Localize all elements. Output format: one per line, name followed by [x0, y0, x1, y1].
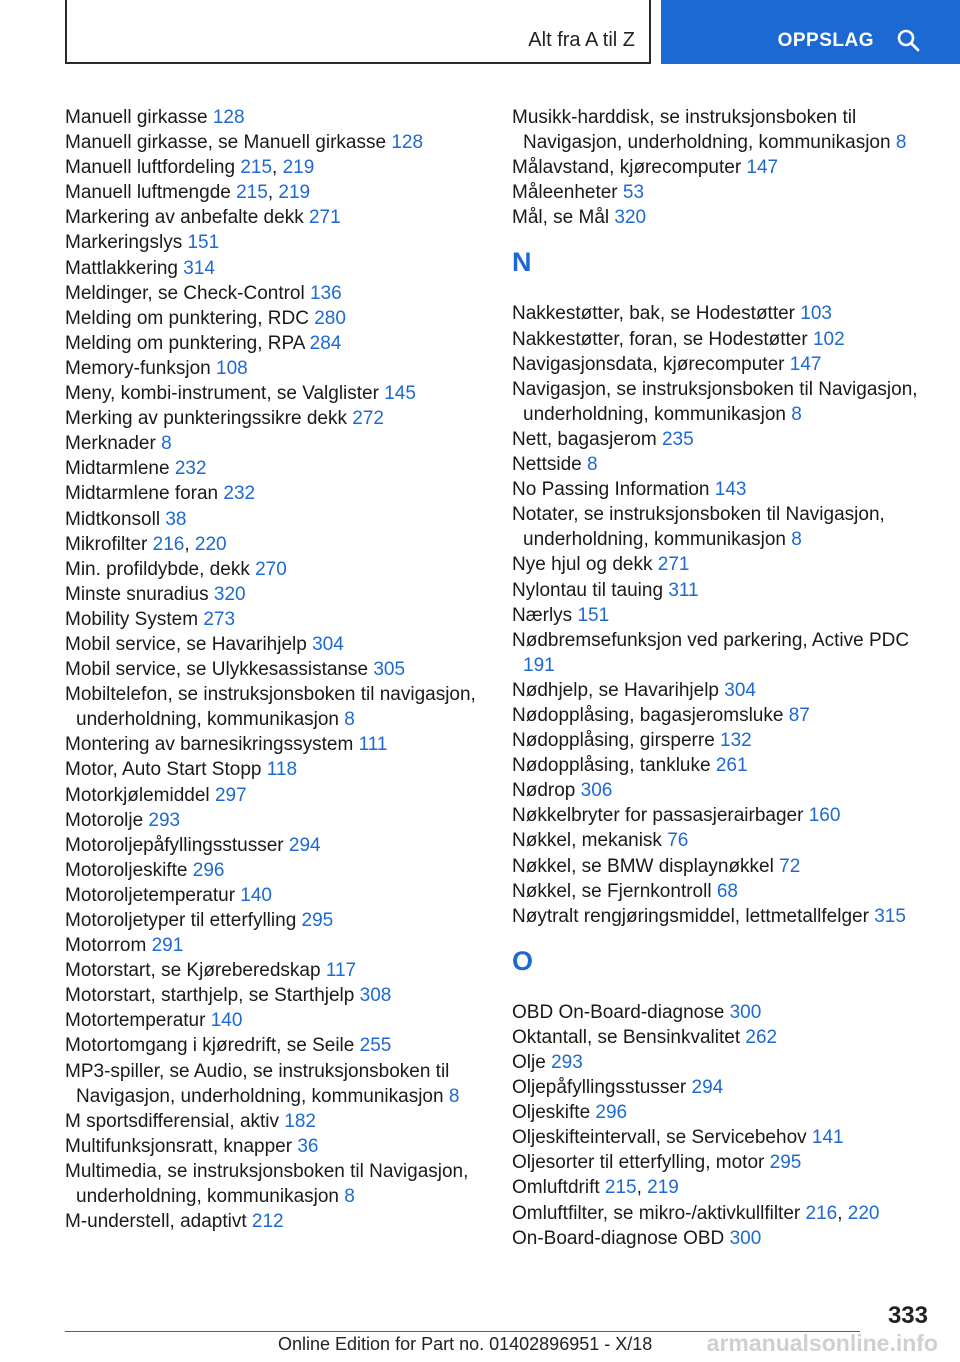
page-link[interactable]: 294	[288, 834, 321, 856]
index-entry	[65, 883, 485, 908]
index-entry	[512, 552, 922, 577]
index-entry	[65, 155, 485, 180]
page-link[interactable]: 219	[647, 1177, 679, 1199]
section-letter-n: N	[512, 247, 532, 278]
index-entry	[65, 1209, 485, 1234]
page-link[interactable]: 293	[148, 809, 181, 831]
index-entry-text: Motorkjølemiddel	[65, 784, 215, 806]
page-link[interactable]: 72	[779, 855, 801, 877]
index-entry	[65, 1008, 485, 1033]
index-entry	[65, 833, 485, 858]
index-entry-text: Montering av barnesikringssystem	[65, 734, 359, 756]
index-entry	[65, 381, 485, 406]
page-link[interactable]: 262	[745, 1026, 778, 1048]
section-title: Alt fra A til Z	[528, 29, 635, 51]
index-entry	[65, 1134, 485, 1159]
index-entry-text: Nøkkel, mekanisk	[512, 830, 668, 852]
index-entry-text: Oljesorter til etterfylling, motor	[512, 1152, 770, 1174]
index-entry	[512, 301, 922, 326]
index-entry	[65, 1059, 485, 1109]
index-entry-text: Nylontau til tauing	[512, 579, 669, 601]
page-link[interactable]: 136	[310, 282, 342, 304]
page-link[interactable]: 38	[165, 508, 187, 530]
index-entry-text: Manuell girkasse	[65, 107, 213, 128]
page-link[interactable]: 311	[668, 579, 699, 601]
index-entry	[512, 854, 922, 879]
page-link[interactable]: 305	[373, 659, 406, 681]
page-link[interactable]: 296	[595, 1102, 628, 1124]
index-entry-text: Nøytralt rengjøringsmiddel, lettmetallfelger	[512, 905, 875, 927]
index-entry	[512, 1025, 922, 1050]
index-entry	[65, 230, 485, 255]
index-entry	[65, 783, 485, 808]
index-entry-text: Multimedia, se instruksjonsboken til Navigasjon, underholdning, kommunikasjon	[65, 1160, 469, 1208]
index-entry	[512, 603, 922, 628]
index-entry	[65, 1033, 485, 1058]
index-entry	[65, 582, 485, 607]
index-entry-text: Manuell girkasse, se Manuell girkasse	[65, 132, 392, 154]
index-entry-text: Navigasjon, se instruksjonsboken til Navigasjon, underholdning, kommunikasjon	[512, 378, 918, 425]
page-link[interactable]: 320	[614, 207, 647, 229]
page-link[interactable]: 271	[657, 554, 690, 576]
index-entry	[65, 306, 485, 331]
page-link[interactable]: 220	[194, 533, 227, 555]
page-link[interactable]: 108	[216, 357, 248, 379]
index-column-right	[512, 105, 922, 1251]
index-entry	[65, 256, 485, 281]
index-entry-text: Mobil service, se Havarihjelp	[65, 633, 313, 655]
index-entry	[512, 678, 922, 703]
index-entry	[65, 757, 485, 782]
index-entry-text: Nærlys	[512, 604, 578, 626]
index-entry	[65, 281, 485, 306]
index-entry-text: Nakkestøtter, bak, se Hodestøtter	[512, 303, 801, 325]
index-entry	[512, 1175, 922, 1200]
page-link[interactable]: 53	[622, 182, 645, 204]
page-link[interactable]: 111	[358, 734, 388, 756]
index-entry	[512, 1226, 922, 1251]
page-link[interactable]: 273	[203, 608, 236, 630]
index-entry-text: Målavstand, kjørecomputer	[512, 157, 747, 179]
index-entry-text: Oljeskifte	[512, 1102, 596, 1124]
page-link[interactable]: 140	[210, 1010, 243, 1032]
page-link[interactable]: 314	[183, 257, 215, 279]
page-link[interactable]: 147	[789, 353, 822, 375]
index-entry-text: M sportsdifferensial, aktiv	[65, 1110, 285, 1132]
page-link[interactable]: 151	[187, 232, 220, 254]
page-link[interactable]: 232	[223, 483, 256, 505]
index-entry-text: Markering av anbefalte dekk	[65, 207, 309, 229]
index-entry	[65, 532, 485, 557]
page-link[interactable]: 216	[805, 1202, 838, 1224]
page-link[interactable]: 132	[720, 730, 752, 752]
page-link[interactable]: 270	[255, 558, 287, 580]
page-link[interactable]: 212	[251, 1211, 284, 1233]
page-link[interactable]: 294	[691, 1077, 724, 1099]
index-entry	[512, 728, 922, 753]
index-entry	[65, 607, 485, 632]
page-link[interactable]: 140	[240, 884, 272, 906]
page-link[interactable]: 87	[788, 704, 810, 726]
page-link[interactable]: 271	[308, 207, 341, 229]
index-entry-text: Nødrop	[512, 780, 581, 802]
index-group-n	[512, 301, 922, 928]
index-entry-text: Musikk-harddisk, se instruksjonsboken til Navigasjon, underholdning, kommunikasjon	[512, 107, 896, 154]
index-entry-text: Nødopplåsing, girsperre	[512, 730, 721, 752]
page-link[interactable]: 141	[811, 1127, 844, 1149]
page-link[interactable]: 145	[384, 383, 416, 405]
index-entry-text: Motorstart, se Kjøreberedskap	[65, 960, 326, 982]
page-link[interactable]: 8	[791, 529, 802, 551]
index-entry-text: Nett, bagasjerom	[512, 428, 662, 450]
index-entry-text: Notater, se instruksjonsboken til Navigasjon, underholdning, kommunikasjon	[512, 504, 885, 551]
index-entry-text: Nøkkelbryter for passasjerairbager	[512, 805, 809, 827]
index-entry	[512, 502, 922, 552]
page-link[interactable]: 128	[212, 107, 245, 128]
index-entry	[65, 331, 485, 356]
index-entry	[512, 427, 922, 452]
index-entry	[512, 1075, 922, 1100]
page-link[interactable]: 68	[716, 880, 738, 902]
index-entry-text: Mikrofilter	[65, 533, 153, 555]
page-separator: ,	[636, 1177, 648, 1199]
index-entry	[65, 933, 485, 958]
page-link[interactable]: 8	[161, 433, 172, 455]
index-entry-text: Midtarmlene	[65, 458, 175, 480]
index-entry-text: Merknader	[65, 433, 162, 455]
lookup-button-label: OPPSLAG	[777, 30, 874, 51]
page-link[interactable]: 220	[847, 1202, 880, 1224]
index-entry-text: Motoroljetemperatur	[65, 884, 241, 906]
page-link[interactable]: 128	[391, 132, 424, 154]
index-group-m-cont	[512, 105, 922, 230]
index-entry	[65, 858, 485, 883]
index-entry	[512, 803, 922, 828]
index-entry-text: Mobil service, se Ulykkesassistanse	[65, 659, 374, 681]
index-entry	[512, 105, 922, 155]
page-link[interactable]: 232	[174, 458, 207, 480]
index-entry	[65, 105, 485, 130]
index-entry-text: Manuell luftfordeling	[65, 157, 241, 179]
index-entry-text: Motoroljetyper til etterfylling	[65, 910, 302, 931]
index-entry-text: MP3-spiller, se Audio, se instruksjonsboken til Navigasjon, underholdning, kommunikasjon	[65, 1060, 450, 1107]
index-entry	[65, 130, 485, 155]
index-group-o	[512, 1000, 922, 1251]
index-entry-text: Minste snuradius	[65, 583, 214, 605]
page-link[interactable]: 219	[282, 157, 315, 179]
page-link[interactable]: 306	[580, 780, 613, 802]
index-entry-text: Merking av punkteringssikre dekk	[65, 408, 353, 430]
index-entry	[65, 908, 485, 933]
page-link[interactable]: 304	[312, 633, 344, 655]
index-entry	[512, 778, 922, 803]
index-entry-text: Meldinger, se Check-Control	[65, 282, 310, 304]
page-link[interactable]: 308	[359, 985, 392, 1007]
index-entry-text: Mobility System	[65, 608, 204, 630]
index-entry-text: Motortomgang i kjøredrift, se Seile	[65, 1035, 360, 1057]
page-link[interactable]: 296	[192, 859, 225, 881]
index-entry-text: Nettside	[512, 454, 587, 476]
page-link[interactable]: 216	[152, 533, 185, 555]
page-link[interactable]: 76	[667, 830, 689, 852]
edition-text: Online Edition for Part no. 01402896951 - X/18	[278, 1334, 653, 1354]
index-entry-text: Meny, kombi-instrument, se Valglister	[65, 383, 385, 405]
index-entry-text: Oljeskifteintervall, se Servicebehov	[512, 1127, 812, 1149]
index-entry-text: Mobiltelefon, se instruksjonsboken til navigasjon, underholdning, kommunikasjon	[65, 684, 476, 731]
page-link[interactable]: 295	[301, 910, 334, 931]
page-link[interactable]: 8	[448, 1085, 460, 1107]
index-entry-text: Oktantall, se Bensinkvalitet	[512, 1026, 746, 1048]
page-link[interactable]: 8	[791, 403, 802, 425]
index-entry	[65, 808, 485, 833]
index-entry	[512, 327, 922, 352]
page-link[interactable]: 219	[278, 182, 311, 204]
page-link[interactable]: 315	[874, 905, 906, 927]
page-link[interactable]: 261	[715, 755, 748, 777]
index-entry	[512, 452, 922, 477]
page-separator: ,	[267, 182, 279, 204]
index-entry	[512, 205, 922, 230]
index-entry	[512, 352, 922, 377]
page-link[interactable]: 118	[266, 759, 298, 781]
index-entry	[65, 180, 485, 205]
index-entry	[512, 904, 922, 929]
index-entry-text: Multifunksjonsratt, knapper	[65, 1135, 298, 1157]
page-link[interactable]: 117	[325, 960, 357, 982]
index-entry-text: Motorstart, starthjelp, se Starthjelp	[65, 985, 360, 1007]
page-separator: ,	[272, 157, 283, 179]
index-entry-text: M-understell, adaptivt	[65, 1211, 252, 1233]
page-link[interactable]: 36	[297, 1135, 319, 1157]
index-entry-text: Midtarmlene foran	[65, 483, 224, 505]
index-entry-text: Nøkkel, se Fjernkontroll	[512, 880, 717, 902]
page-link[interactable]: 300	[729, 1227, 762, 1249]
index-entry-text: Olje	[512, 1052, 552, 1073]
index-entry	[65, 557, 485, 582]
index-entry-text: Motoroljepåfyllingsstusser	[65, 834, 289, 856]
index-entry-text: Oljepåfyllingsstusser	[512, 1077, 692, 1099]
index-entry-text: Midtkonsoll	[65, 508, 166, 530]
index-entry	[65, 632, 485, 657]
index-entry	[65, 481, 485, 506]
index-entry-text: OBD On-Board-diagnose	[512, 1001, 730, 1023]
index-entry	[512, 1100, 922, 1125]
page-link[interactable]: 215	[236, 182, 268, 204]
search-icon	[896, 28, 920, 52]
index-entry-text: Nødopplåsing, tankluke	[512, 755, 716, 777]
page-link[interactable]: 8	[344, 1186, 355, 1208]
index-entry	[512, 155, 922, 180]
index-entry-text: Motorolje	[65, 809, 149, 831]
index-entry	[512, 1150, 922, 1175]
index-entry	[65, 406, 485, 431]
page-separator: ,	[184, 533, 195, 555]
index-entry-text: Nødopplåsing, bagasjeromsluke	[512, 704, 789, 726]
index-entry	[65, 431, 485, 456]
page-link[interactable]: 8	[895, 132, 907, 154]
index-entry-text: Nøkkel, se BMW displaynøkkel	[512, 855, 780, 877]
index-entry-text: Omluftdrift	[512, 1177, 605, 1199]
index-entry	[512, 703, 922, 728]
index-entry	[512, 753, 922, 778]
page-number: 333	[887, 1302, 928, 1329]
index-entry	[512, 879, 922, 904]
page-link[interactable]: 160	[808, 805, 841, 827]
page-link[interactable]: 103	[800, 303, 832, 325]
page-link[interactable]: 215	[240, 157, 273, 179]
page-link[interactable]: 304	[724, 679, 756, 701]
index-entry	[512, 828, 922, 853]
index-entry	[512, 477, 922, 502]
index-entry	[65, 1159, 485, 1209]
lookup-button[interactable]	[661, 0, 960, 64]
index-entry-text: On-Board-diagnose OBD	[512, 1227, 730, 1249]
section-letter-o: O	[512, 945, 534, 976]
index-entry	[512, 1050, 922, 1075]
page-link[interactable]: 293	[551, 1052, 583, 1073]
index-entry-text: Omluftfilter, se mikro-/aktivkullfilter	[512, 1202, 806, 1224]
page-link[interactable]: 151	[577, 604, 610, 626]
index-entry-text: Melding om punktering, RDC	[65, 307, 315, 329]
page-link[interactable]: 191	[523, 654, 555, 676]
index-entry-text: Motor, Auto Start Stopp	[65, 759, 267, 781]
index-entry	[65, 958, 485, 983]
page-header	[0, 0, 960, 66]
section-tab[interactable]	[65, 0, 651, 64]
index-entry	[65, 657, 485, 682]
index-entry	[65, 507, 485, 532]
index-entry-text: Melding om punktering, RPA	[65, 332, 310, 354]
index-entry-text: Manuell luftmengde	[65, 182, 237, 204]
index-entry	[65, 456, 485, 481]
page-link[interactable]: 320	[213, 583, 246, 605]
page-link[interactable]: 8	[344, 709, 355, 731]
index-entry	[65, 1109, 485, 1134]
page-link[interactable]: 255	[359, 1035, 392, 1057]
page-link[interactable]: 147	[746, 157, 779, 179]
index-entry-text: Nye hjul og dekk	[512, 554, 658, 576]
index-entry	[65, 356, 485, 381]
index-entry-text: Mattlakkering	[65, 257, 184, 279]
index-entry	[512, 180, 922, 205]
page-link[interactable]: 235	[661, 428, 694, 450]
index-entry	[512, 1201, 922, 1226]
index-column-left	[65, 105, 485, 1234]
index-entry	[512, 578, 922, 603]
index-entry-text: Memory-funksjon	[65, 357, 216, 379]
page-link[interactable]: 291	[151, 935, 184, 957]
index-entry	[65, 682, 485, 732]
watermark: armanualsonline.info	[706, 1330, 938, 1356]
index-entry-text: No Passing Information	[512, 479, 715, 501]
page-link[interactable]: 284	[309, 332, 342, 354]
index-entry-text: Motorrom	[65, 935, 152, 957]
index-entry-text: Markeringslys	[65, 232, 188, 254]
index-entry-text: Navigasjonsdata, kjørecomputer	[512, 353, 790, 375]
page-link[interactable]: 300	[729, 1001, 762, 1023]
page-separator: ,	[837, 1202, 848, 1224]
index-entry	[65, 732, 485, 757]
index-entry	[512, 1000, 922, 1025]
index-entry-text: Nødhjelp, se Havarihjelp	[512, 679, 725, 701]
index-entry-text: Måleenheter	[512, 182, 623, 204]
page-link[interactable]: 297	[214, 784, 247, 806]
index-entry	[65, 983, 485, 1008]
index-entry-text: Motortemperatur	[65, 1010, 211, 1032]
index-entry	[65, 205, 485, 230]
page-link[interactable]: 280	[314, 307, 346, 329]
index-entry-text: Motoroljeskifte	[65, 859, 193, 881]
index-entry-text: Nakkestøtter, foran, se Hodestøtter	[512, 328, 813, 350]
index-entry	[512, 1125, 922, 1150]
page-link[interactable]: 215	[604, 1177, 637, 1199]
page-link[interactable]: 8	[586, 454, 598, 476]
index-entry-text: Mål, se Mål	[512, 207, 615, 229]
index-entry	[512, 628, 922, 678]
page-link[interactable]: 102	[812, 328, 845, 350]
index-entry-text: Nødbremsefunksjon ved parkering, Active PDC	[512, 629, 910, 651]
page-link[interactable]: 272	[352, 408, 384, 430]
index-entry-text: Min. profildybde, dekk	[65, 558, 256, 580]
page-link[interactable]: 182	[284, 1110, 316, 1132]
index-entry	[512, 377, 922, 427]
page-link[interactable]: 143	[714, 479, 747, 501]
page-link[interactable]: 295	[769, 1152, 802, 1174]
